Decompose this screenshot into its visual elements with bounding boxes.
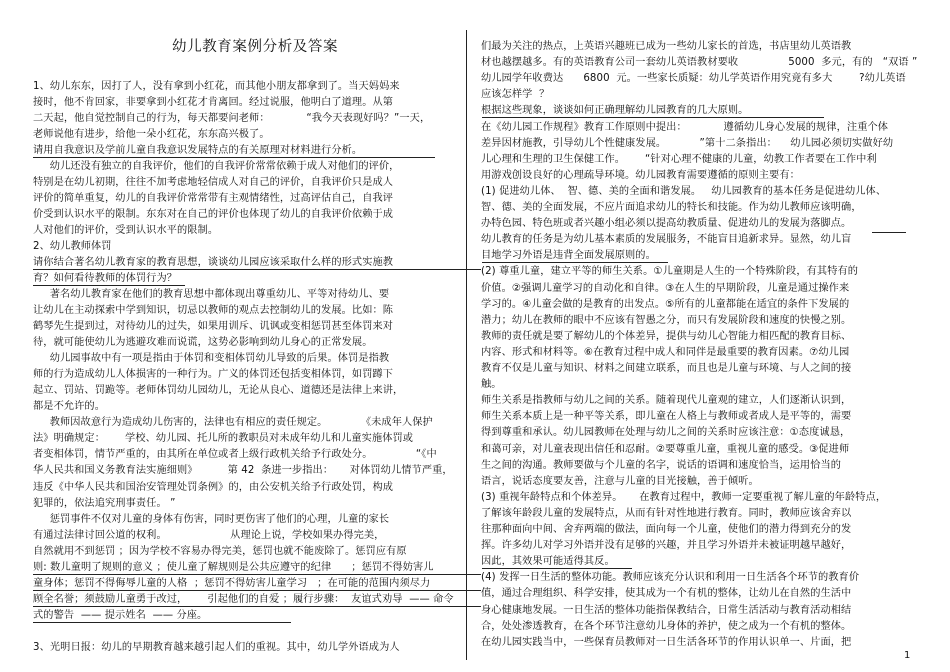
left-column-line: 则: 数儿童明了规则的意义 ；使儿童了解规则是公共应遵守的纪律 ；惩罚不得妨害儿 bbox=[33, 561, 434, 573]
right-column-line: 办特色园、特色班或者兴趣小组必须以提高幼教质量、促进幼儿的发展为落脚点。 bbox=[481, 218, 852, 230]
left-column-line: 评价的简单重复，幼儿的自我评价常常带有主观情绪性，过高评估自己，自我评 bbox=[33, 193, 394, 205]
right-column-line: 用游戏创设良好的心理疏导环境。幼儿园教育需要遵循的原则主要有： bbox=[481, 169, 800, 181]
left-column-line: 华人民共和国义务教育法实施细则》 第 42 条进一步指出： 对体罚幼儿情节严重， bbox=[33, 465, 453, 477]
text-underline bbox=[33, 157, 435, 158]
left-column-line: 幼儿还没有独立的自我评价，他们的自我评价常常依赖于成人对他们的评价， bbox=[33, 161, 400, 173]
right-column-line: 因此，其效果可能适得其反。 bbox=[481, 556, 615, 568]
left-column-line: 有通过法律讨回公道的权利。 从理论上说，学校如果办得完美， bbox=[33, 529, 385, 541]
right-column-line: 教育不仅是儿童与知识、材料之间建立联系，而且也是儿童与环境、与人之间的接 bbox=[481, 363, 852, 374]
right-column-line: 生之间的沟通。教师要做与个儿童的名字，说话的语调和速度恰当，运用恰当的 bbox=[481, 459, 842, 471]
right-column-line: 和蔼可亲，对儿童表现出信任和忍耐。②要尊重儿童，重视儿童的感受。③促进师 bbox=[481, 443, 850, 455]
right-column-line: 幼儿教育的任务是为幼儿基本素质的发展服务，不能盲目追新求异。显然，幼儿盲 bbox=[481, 234, 852, 246]
right-column-line: 潜力；幼儿在教师的眼中不应该有智愚之分，而只有发展阶段和速度的快慢之别。 bbox=[481, 314, 852, 326]
right-column-line: 身心健康地发展。一日生活的整体功能指保教结合，日常生活活动与教育活动相结 bbox=[481, 604, 852, 616]
left-column-line: 童身体；惩罚不得侮辱儿童的人格 ；惩罚不得妨害儿童学习 ；在可能的范围内须尽力 bbox=[33, 577, 431, 589]
right-column-line: 在幼儿园实践当中，一些保育员教师对一日生活各环节的作用认识单一、片面，把 bbox=[481, 636, 852, 648]
left-column-line: 违反《中华人民共和国治安管理处罚条例》的，由公安机关给予行政处罚，构成 bbox=[33, 481, 394, 493]
left-column-line: 师的行为造成幼儿人体损害的一种行为。广义的体罚还包括变相体罚，如罚蹲下 bbox=[33, 369, 394, 381]
left-column-line: 1、幼儿东东，因打了人，没有拿到小红花，而其他小朋友都拿到了。当天妈妈来 bbox=[33, 81, 400, 92]
right-column-line: (2) 尊重儿童，建立平等的师生关系。①儿童期是人生的一个特殊阶段，有其特有的 bbox=[481, 266, 859, 278]
right-column-line: 往那种面向中间、舍弃两端的做法，面向每一个儿童，使他们的潜力得到充分的发 bbox=[481, 524, 852, 535]
left-column-line: 者变相体罚，情节严重的，由其所在单位或者上级行政机关给予行政处分。 “《中 bbox=[33, 449, 437, 461]
text-underline bbox=[33, 574, 481, 575]
right-column-line: 学习的。④儿童会做的是教育的出发点。⑤所有的儿童都能在适宜的条件下发展的 bbox=[481, 298, 850, 310]
text-underline bbox=[33, 590, 481, 591]
right-column-line: 智、德、美的全面发展，不应片面追求幼儿的特长和技能。作为幼儿教师应该明确， bbox=[481, 202, 862, 213]
left-column-line: 幼儿园事故中有一项是指由于体罚和变相体罚幼儿导致的后果。体罚是指教 bbox=[33, 353, 390, 365]
left-column-line: 式的警告 —— 提示姓名 —— 分座。 bbox=[33, 609, 208, 621]
right-column-line: 目地学习外语是违背全面发展原则的。 bbox=[481, 250, 656, 262]
column-divider bbox=[466, 30, 467, 660]
right-column-line: (1) 促进幼儿体、 智、德、美的全面和谐发展。 幼儿园教育的基本任务是促进幼儿体、 bbox=[481, 185, 887, 197]
left-column-line: 起立、罚站、罚跪等。老师体罚幼儿园幼儿，无论从良心、道德还是法律上来讲， bbox=[33, 385, 404, 397]
right-column-line: 触。 bbox=[481, 379, 502, 391]
text-underline bbox=[33, 622, 291, 623]
left-column-line: 3、光明日报：幼儿的早期教育越来越引起人们的重视。其中，幼儿学外语成为人 bbox=[33, 641, 400, 653]
left-column-line: 特别是在幼儿初期，往往不加考虑地轻信成人对自己的评价，自我评价只是成人 bbox=[33, 177, 394, 189]
left-column-line: 顾全名誉；须鼓励儿童勇于改过， 引起他们的自爱 ；履行步骤： 友谊式劝导 —— 命令 bbox=[33, 593, 454, 605]
page-title: 幼儿教育案例分析及答案 bbox=[172, 39, 339, 55]
page-number: 1 bbox=[904, 650, 911, 661]
left-column-line: 教师因故意行为造成幼儿伤害的，法律也有相应的责任规定。 《未成年人保护 bbox=[33, 417, 433, 429]
right-column-line: 幼儿园学年收费达 6800 元。一些家长质疑：幼儿学英语作用究竟有多大 ?幼儿英语 bbox=[481, 73, 906, 85]
left-column-line: 自然就用不到惩罚 ；因为学校不容易办得完美，惩罚也就不能废除了。惩罚应有原 bbox=[33, 545, 407, 557]
left-column-line: 请你结合著名幼儿教育家的教育思想，谈谈幼儿园应该采取什么样的形式实施教 bbox=[33, 257, 394, 269]
left-column-line: 都是不允许的。 bbox=[33, 401, 106, 413]
left-column-line: 人对他们的评价，受到认识水平的限制。 bbox=[33, 225, 219, 237]
right-column-line: 内容、形式和材料等。⑥在教育过程中成人和同伴是最重要的教育因素。⑦幼儿园 bbox=[481, 346, 850, 358]
left-column-line: 犯罪的，依法追究刑事责任。 ” bbox=[33, 497, 176, 509]
left-column-line: 2、幼儿教师体罚 bbox=[33, 241, 112, 253]
right-column-line: 材也越摆越多。有的英语教育公司一套幼儿英语教材要收 5000 多元，有的 “双语 ” bbox=[481, 57, 918, 69]
right-column-line: 们最为关注的热点，上英语兴趣班已成为一些幼儿家长的首选，书店里幼儿英语教 bbox=[481, 41, 852, 52]
left-column-line: 老师说他有进步，给他一朵小红花，东东高兴极了。 bbox=[33, 129, 270, 141]
right-column-line: 语言，说话态度要友善，注意与儿童的目光接触，善于倾听。 bbox=[481, 475, 759, 487]
left-column-line: 育？如何看待教师的体罚行为？ bbox=[33, 273, 178, 285]
right-column-line: 儿心理和生理的卫生保健工作。 “针对心理不健康的儿童，幼教工作者要在工作中利 bbox=[481, 153, 877, 165]
right-column-line: (4) 发挥一日生活的整体功能。教师应该充分认识和利用一日生活各个环节的教育价 bbox=[481, 572, 860, 584]
right-column-line: 师生关系本质上是一种平等关系，即儿童在人格上与教师或者成人是平等的，需要 bbox=[481, 411, 852, 423]
right-column-line: 合，处处渗透教育，在各个环节注意幼儿身体的养护，使之成为一个有机的整体。 bbox=[481, 620, 852, 632]
left-column-line: 待，就可能使幼儿为逃避攻难而说谎，这势必影响到幼儿身心的正常发展。 bbox=[33, 337, 373, 349]
left-column-line: 价受到认识水平的限制。东东对在自己的评价也体现了幼儿的自我评价依赖于成 bbox=[33, 209, 394, 221]
right-column-line: 价值。②强调儿童学习的自动化和自律。③在人生的早期阶段，儿童是通过操作来 bbox=[481, 282, 850, 294]
right-column-line: 差异因材施教，引导幼儿个性健康发展。 ”第十二条指出： 幼儿园必须切实做好幼 bbox=[481, 137, 894, 149]
right-column-line: 在《幼儿园工作规程》教育工作原则中提出： 遵循幼儿身心发展的规律，注重个体 bbox=[481, 121, 889, 133]
text-underline bbox=[482, 568, 632, 569]
left-column-line: 请用自我意识及学前儿童自我意识发展特点的有关原理对材料进行分析。 bbox=[33, 145, 363, 157]
text-underline bbox=[33, 269, 481, 270]
left-column-line: 鹤琴先生提到过，对待幼儿的过失，如果用训斥、讥讽或变相惩罚甚至体罚来对 bbox=[33, 321, 394, 333]
left-column-line: 法》明确规定： 学校、幼儿园、托儿所的教职员对未成年幼儿和儿童实施体罚或 bbox=[33, 433, 414, 445]
right-column-line: 教师的责任就是要了解幼儿的个体差异，提供与幼儿心智能力相匹配的教育目标、 bbox=[481, 330, 852, 342]
text-underline bbox=[33, 285, 185, 286]
left-column-line: 著名幼儿教育家在他们的教育思想中都体现出尊重幼儿、平等对待幼儿、要 bbox=[33, 289, 390, 301]
right-column-line: 了解该年龄段儿童的发展特点，从而有针对性地进行教育。同时，教师应该舍弃以 bbox=[481, 507, 852, 519]
left-column-line: 让幼儿在主动探索中学到知识，切忌以教师的观点去控制幼儿的发展。比如：陈 bbox=[33, 305, 394, 317]
right-column-line: (3) 重视年龄特点和个体差异。 在教育过程中，教师一定要重视了解儿童的年龄特点， bbox=[481, 491, 887, 503]
left-column-line: 接时，他不肯回家，非要拿到小红花才肯离回。经过说服，他明白了道理。从第 bbox=[33, 97, 394, 109]
right-column-line: 应该怎样学 ？ bbox=[481, 89, 550, 101]
text-underline bbox=[482, 262, 668, 263]
right-column-line: 值，通过合理组织、科学安排，使其成为一个有机的整体，让幼儿在自然的生活中 bbox=[481, 588, 852, 600]
left-column-line: 二天起，他自觉控制自己的行为，每天都要问老师： “我今天表现好吗？”一天， bbox=[33, 113, 431, 125]
right-column-line: 挥。许多幼儿对学习外语并没有足够的兴趣，并且学习外语并未被证明越早越好， bbox=[481, 540, 852, 552]
text-underline bbox=[482, 117, 824, 118]
left-column-line: 惩罚事件不仅对儿童的身体有伤害，同时更伤害了他们的心理，儿童的家长 bbox=[33, 513, 390, 525]
right-column-line: 根据这些现象，谈谈如何正确理解幼儿园教育的几大原则。 bbox=[481, 105, 749, 117]
right-column-line: 得到尊重和承认。幼儿园教师在处理与幼儿之间的关系时应该注意：①态度诚恳， bbox=[481, 427, 851, 439]
answer-blank-line bbox=[872, 232, 906, 233]
right-column-line: 师生关系是指教师与幼儿之间的关系。随着现代儿童观的建立，人们逐渐认识到， bbox=[481, 395, 852, 407]
text-underline bbox=[33, 606, 481, 607]
